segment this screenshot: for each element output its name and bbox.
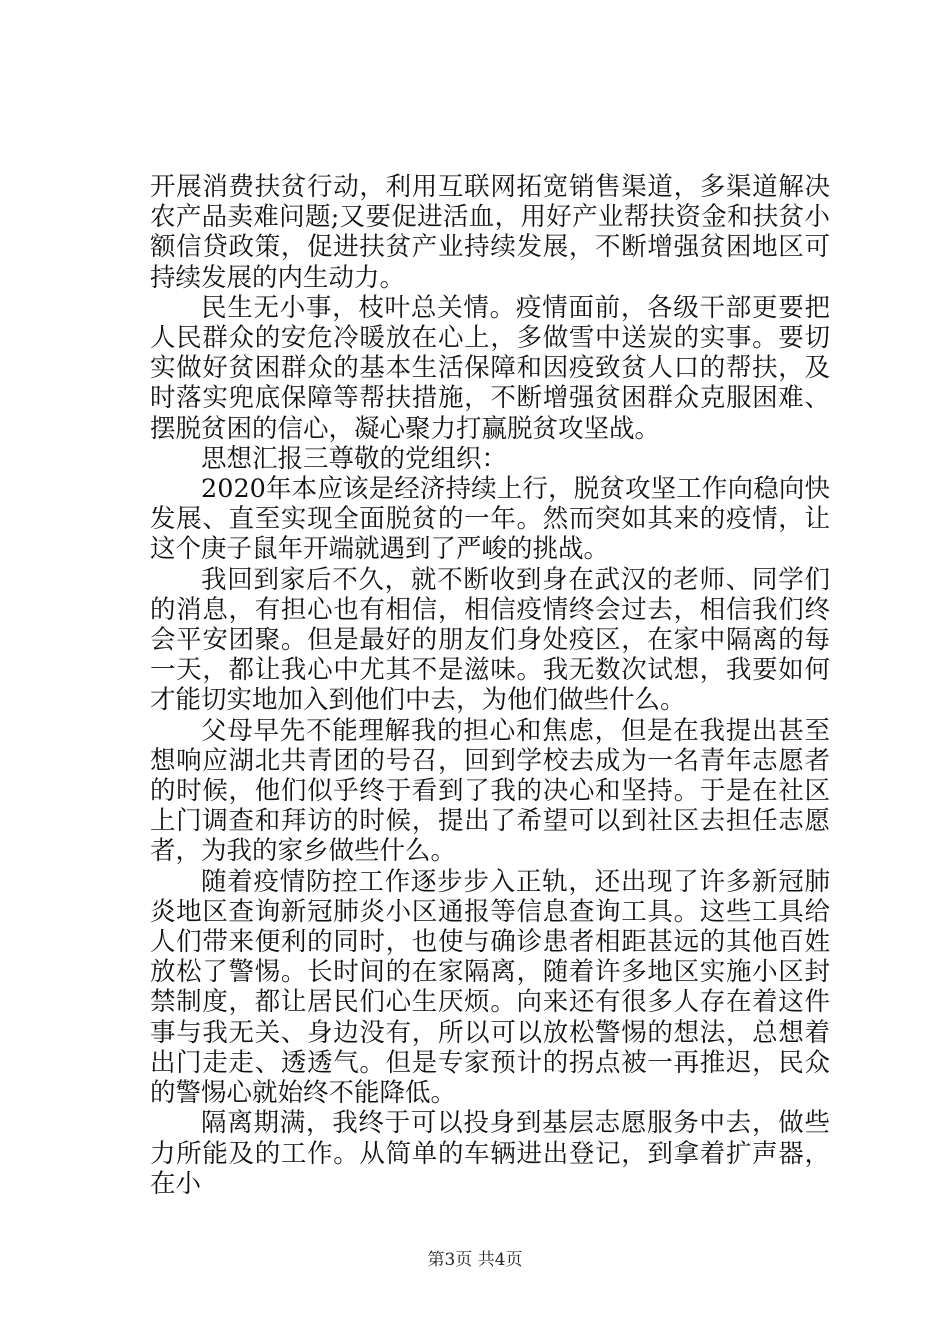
- document-body: [150, 172, 830, 1199]
- page-footer: 第3页 共4页: [427, 1250, 523, 1270]
- paragraph-5: 我回到家后不久，就不断收到身在武汉的老师、同学们的消息，有担心也有相信，相信疫情终会过去，相信我们终会平安团聚。但是最好的朋友们身处疫区，在家中隔离的每一天，都让我心中尤其不是滋味。我无数次试想，我要如何才能切实地加入到他们中去，为他们做些什么。: [150, 564, 830, 716]
- paragraph-8: 隔离期满，我终于可以投身到基层志愿服务中去，做些力所能及的工作。从简单的车辆进出登记，到拿着扩声器，在小: [150, 1108, 830, 1199]
- paragraph-3-heading: 思想汇报三尊敬的党组织：: [201, 443, 508, 474]
- paragraph-4: 2020年本应该是经济持续上行，脱贫攻坚工作向稳向快发展、直至实现全面脱贫的一年。然而突如其来的疫情，让这个庚子鼠年开端就遇到了严峻的挑战。: [150, 474, 830, 565]
- paragraph-7: 随着疫情防控工作逐步步入正轨，还出现了许多新冠肺炎地区查询新冠肺炎小区通报等信息查询工具。这些工具给人们带来便利的同时，也使与确诊患者相距甚远的其他百姓放松了警惕。长时间的在家隔离，随着许多地区实施小区封禁制度，都让居民们心生厌烦。向来还有很多人存在着这件事与我无关、身边没有，所以可以放松警惕的想法，总想着出门走走、透透气。但是专家预计的拐点被一再推迟，民众的警惕心就始终不能降低。: [150, 866, 830, 1109]
- paragraph-6: 父母早先不能理解我的担心和焦虑，但是在我提出甚至想响应湖北共青团的号召，回到学校去成为一名青年志愿者的时候，他们似乎终于看到了我的决心和坚持。于是在社区上门调查和拜访的时候，提出了希望可以到社区去担任志愿者，为我的家乡做些什么。: [150, 715, 830, 867]
- paragraph-2: 民生无小事，枝叶总关情。疫情面前，各级干部更要把人民群众的安危冷暖放在心上，多做雪中送炭的实事。要切实做好贫困群众的基本生活保障和因疫致贫人口的帮扶，及时落实兜底保障等帮扶措施，不断增强贫困群众克服困难、摆脱贫困的信心，凝心聚力打赢脱贫攻坚战。: [150, 292, 830, 444]
- paragraph-1: 开展消费扶贫行动，利用互联网拓宽销售渠道，多渠道解决农产品卖难问题;又要促进活血，用好产业帮扶资金和扶贫小额信贷政策，促进扶贫产业持续发展，不断增强贫困地区可持续发展的内生动力。: [150, 172, 830, 293]
